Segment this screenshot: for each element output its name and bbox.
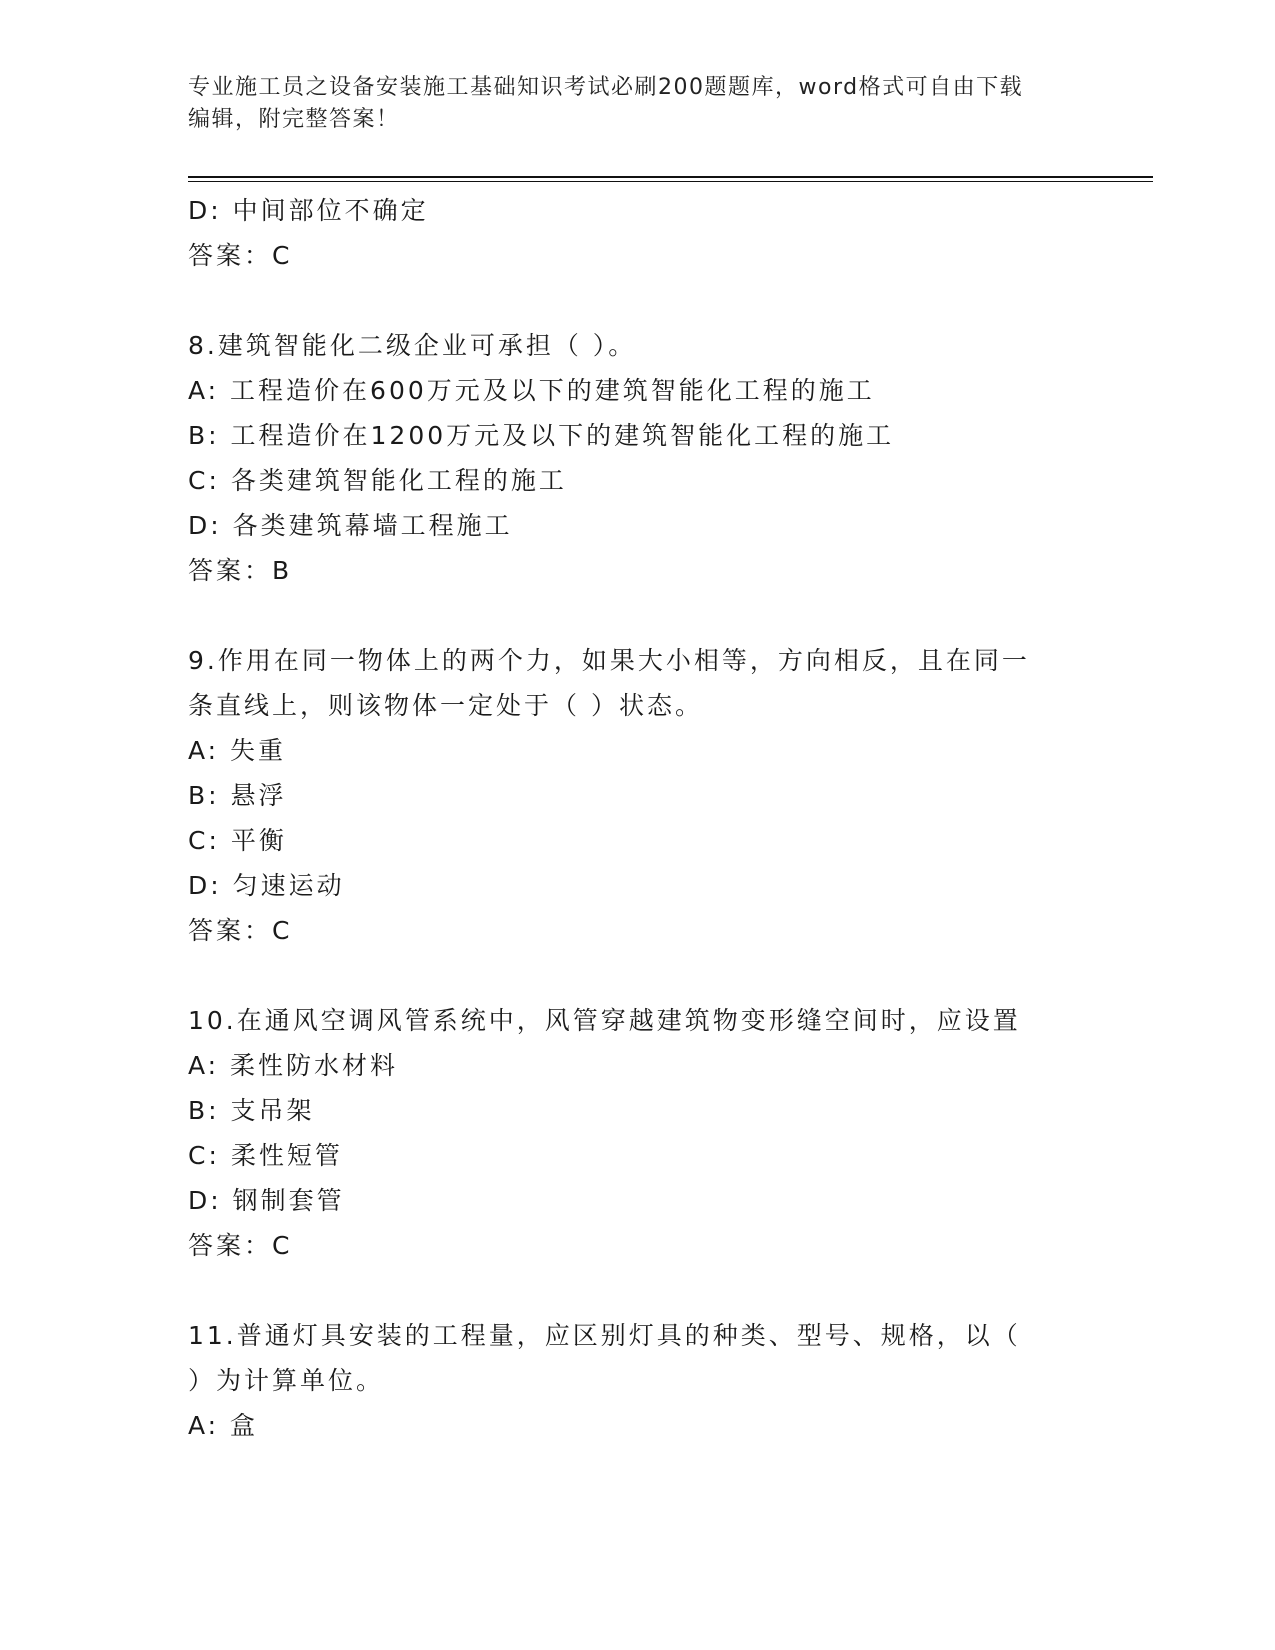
- question-10-option-c: C: 柔性短管: [188, 1141, 343, 1170]
- spacer: [188, 1268, 1068, 1313]
- header-title-line-1: 专业施工员之设备安装施工基础知识考试必刷200题题库，word格式可自由下载: [188, 75, 1024, 100]
- question-8-option-d: D: 各类建筑幕墙工程施工: [188, 511, 513, 540]
- question-8-option-b: B: 工程造价在1200万元及以下的建筑智能化工程的施工: [188, 421, 895, 450]
- header-rule-thick: [188, 176, 1153, 178]
- question-9-option-d: D: 匀速运动: [188, 871, 345, 900]
- question-8-answer: 答案：B: [188, 556, 293, 585]
- question-9-option-a: A: 失重: [188, 736, 287, 765]
- question-10-option-a: A: 柔性防水材料: [188, 1051, 399, 1080]
- question-10-option-b: B: 支吊架: [188, 1096, 315, 1125]
- question-9-answer: 答案：C: [188, 916, 293, 945]
- prev-question-answer: 答案：C: [188, 241, 293, 270]
- question-9-stem-line-1: 9.作用在同一物体上的两个力，如果大小相等，方向相反，且在同一: [188, 646, 1030, 675]
- spacer: [188, 953, 1068, 998]
- question-10-option-d: D: 钢制套管: [188, 1186, 345, 1215]
- question-9-option-b: B: 悬浮: [188, 781, 287, 810]
- question-8-option-a: A: 工程造价在600万元及以下的建筑智能化工程的施工: [188, 376, 875, 405]
- question-9-stem-line-2: 条直线上，则该物体一定处于（ ）状态。: [188, 691, 703, 720]
- question-8-option-c: C: 各类建筑智能化工程的施工: [188, 466, 567, 495]
- question-content: [188, 188, 1068, 1448]
- question-10-answer: 答案：C: [188, 1231, 293, 1260]
- question-11-stem-line-2: ）为计算单位。: [188, 1366, 385, 1395]
- header-title-line-2: 编辑，附完整答案！: [188, 107, 400, 132]
- prev-question-option-d: D: 中间部位不确定: [188, 196, 429, 225]
- question-11-option-a: A: 盒: [188, 1411, 259, 1440]
- question-11-stem-line-1: 11.普通灯具安装的工程量，应区别灯具的种类、型号、规格，以（: [188, 1321, 1021, 1350]
- question-10-stem: 10.在通风空调风管系统中，风管穿越建筑物变形缝空间时，应设置: [188, 1006, 1021, 1035]
- spacer: [188, 278, 1068, 323]
- question-8-stem: 8.建筑智能化二级企业可承担（ ）。: [188, 331, 637, 360]
- header-rule-thin: [188, 181, 1153, 182]
- question-9-option-c: C: 平衡: [188, 826, 287, 855]
- spacer: [188, 593, 1068, 638]
- page-header: [188, 72, 1068, 136]
